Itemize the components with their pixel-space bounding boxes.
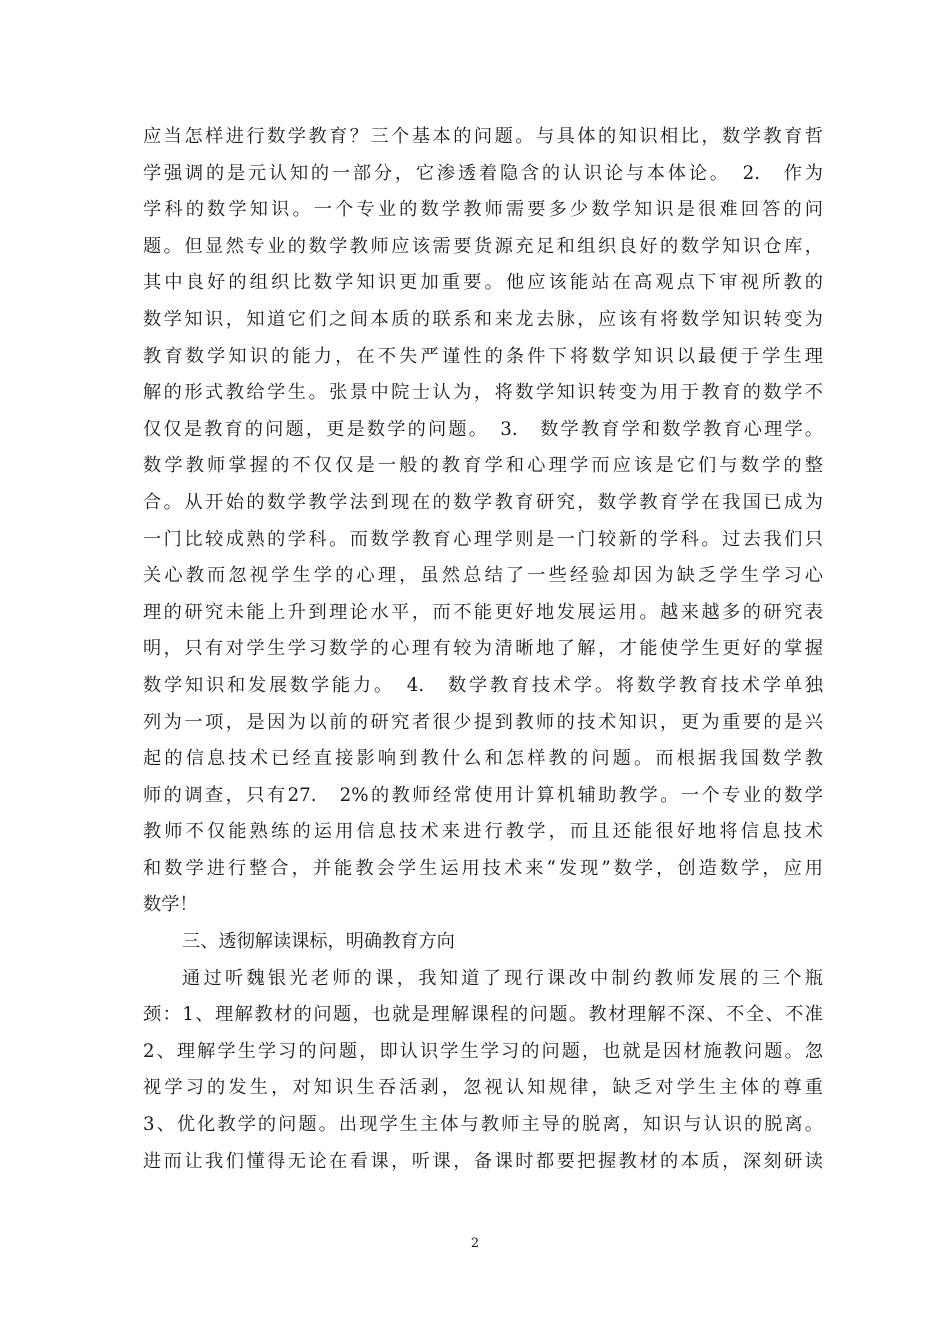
text-line: 数学知识和发展数学能力。 4. 数学教育技术学。将数学教育技术学单独 [143, 674, 823, 696]
text-line: 题。但显然专业的数学教师应该需要货源充足和组织良好的数学知识仓库， [143, 235, 823, 257]
text-line: 数学！ [143, 894, 198, 916]
text-line: 一门比较成熟的学科。而数学教育心理学则是一门较新的学科。过去我们只 [143, 528, 823, 550]
text-line: 起的信息技术已经直接影响到教什么和怎样教的问题。而根据我国数学教 [143, 748, 823, 770]
text-line: 学强调的是元认知的一部分，它渗透着隐含的认识论与本体论。 2. 作为 [143, 162, 823, 184]
text-line: 进而让我们懂得无论在看课，听课，备课时都要把握教材的本质，深刻研读 [143, 1150, 823, 1172]
text-line: 关心教而忽视学生学的心理，虽然总结了一些经验却因为缺乏学生学习心 [143, 565, 823, 587]
text-line: 学科的数学知识。一个专业的数学教师需要多少数学知识是很难回答的问 [143, 199, 823, 221]
text-line: 仅仅是教育的问题，更是数学的问题。 3. 数学教育学和数学教育心理学。 [143, 418, 823, 440]
text-line: 通过听魏银光老师的课，我知道了现行课改中制约教师发展的三个瓶 [182, 967, 823, 989]
text-line: 明，只有对学生学习数学的心理有较为清晰地了解，才能使学生更好的掌握 [143, 638, 823, 660]
text-line: 和数学进行整合，并能教会学生运用技术来“发现”数学，创造数学，应用 [143, 857, 823, 879]
page-number: 2 [470, 1236, 480, 1251]
text-line: 其中良好的组织比数学知识更加重要。他应该能站在高观点下审视所教的 [143, 272, 823, 294]
text-line: 师的调查，只有27. 2%的教师经常使用计算机辅助教学。一个专业的数学 [143, 784, 823, 806]
text-line: 列为一项，是因为以前的研究者很少提到教师的技术知识，更为重要的是兴 [143, 711, 823, 733]
text-line: 教育数学知识的能力，在不失严谨性的条件下将数学知识以最便于学生理 [143, 345, 823, 367]
text-line: 视学习的发生，对知识生吞活剥，忽视认知规律，缺乏对学生主体的尊重 [143, 1077, 823, 1099]
text-line: 教师不仅能熟练的运用信息技术来进行教学，而且还能很好地将信息技术 [143, 821, 823, 843]
text-line: 解的形式教给学生。张景中院士认为，将数学知识转变为用于教育的数学不 [143, 382, 823, 404]
text-line: 数学知识，知道它们之间本质的联系和来龙去脉，应该有将数学知识转变为 [143, 308, 823, 330]
text-line: 合。从开始的数学教学法到现在的数学教育研究，数学教育学在我国已成为 [143, 491, 823, 513]
text-line: 理的研究未能上升到理论水平，而不能更好地发展运用。越来越多的研究表 [143, 601, 823, 623]
text-line: 应当怎样进行数学教育？三个基本的问题。与具体的知识相比，数学教育哲 [143, 126, 823, 147]
text-line: 3、优化教学的问题。出现学生主体与教师主导的脱离，知识与认识的脱离。 [143, 1114, 823, 1136]
text-line: 颈：1、理解教材的问题，也就是理解课程的问题。教材理解不深、不全、不准 [143, 1004, 823, 1026]
text-line: 2、理解学生学习的问题，即认识学生学习的问题，也就是因材施教问题。忽 [143, 1040, 823, 1062]
text-line: 数学教师掌握的不仅仅是一般的教育学和心理学而应该是它们与数学的整 [143, 455, 823, 477]
body-text [143, 119, 823, 1180]
section-heading: 三、透彻解读课标，明确教育方向 [182, 931, 455, 953]
